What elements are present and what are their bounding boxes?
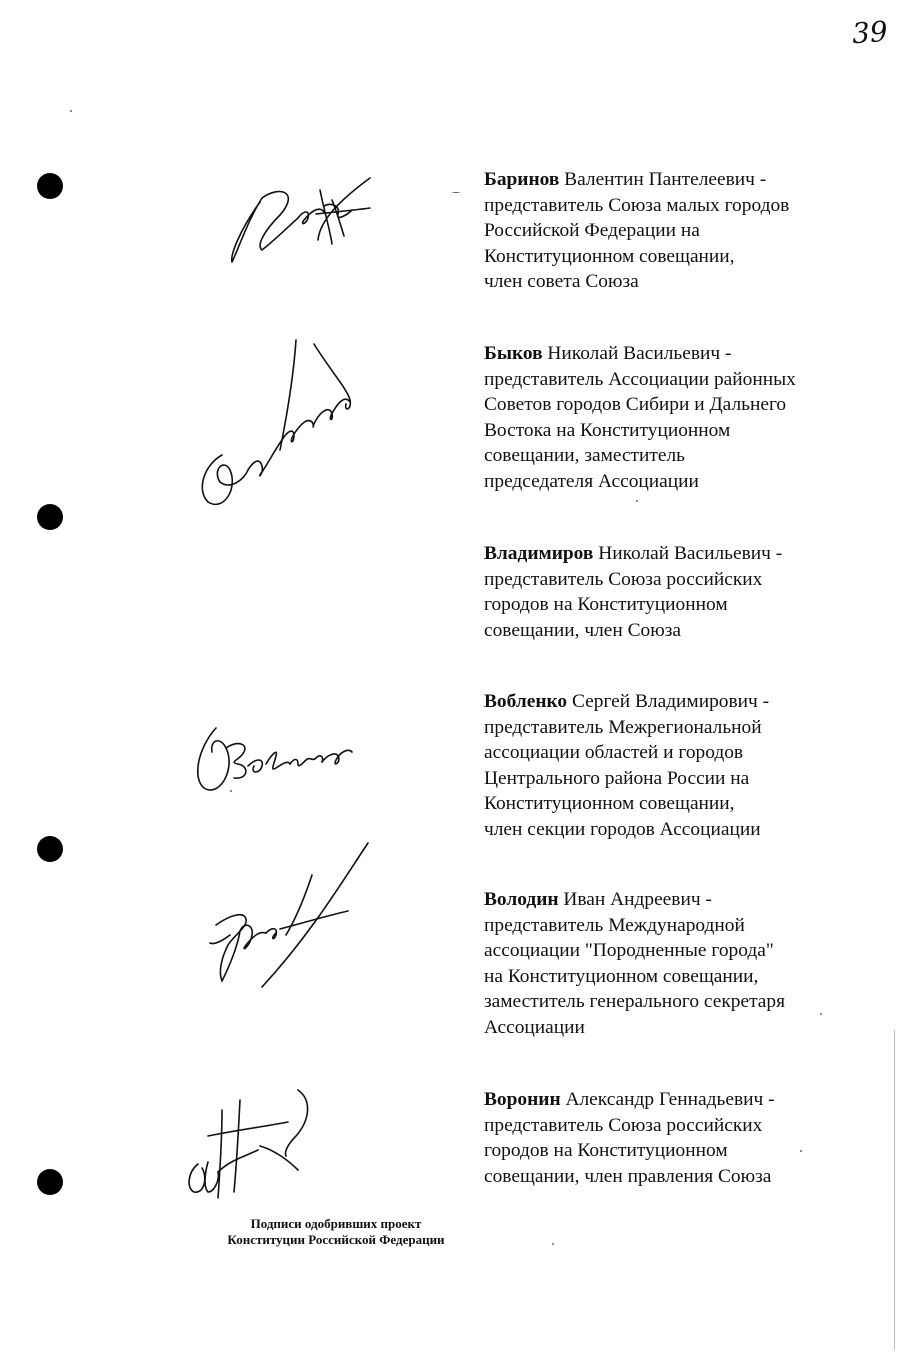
scan-speck <box>636 500 638 502</box>
caption-line-2: Конституции Российской Федерации <box>227 1232 445 1247</box>
entry-heading-line <box>484 689 864 715</box>
punch-hole-3 <box>37 836 63 862</box>
entry-text-line: заместитель генерального секретаря <box>484 991 785 1013</box>
signatory-name-rest: Александр Геннадьевич - <box>560 1089 775 1110</box>
caption <box>186 1216 486 1248</box>
page-number: 39 <box>850 14 889 51</box>
signature-voronin <box>178 1080 328 1200</box>
punch-hole-2 <box>37 504 63 530</box>
entry-text-line: член секции городов Ассоциации <box>484 818 761 840</box>
signature-barinov <box>220 170 390 270</box>
entry-text-line: ассоциации областей и городов <box>484 742 744 764</box>
scan-speck <box>70 110 72 112</box>
signatory-surname: Володин <box>484 889 559 910</box>
signatory-entry-bykov <box>484 341 864 495</box>
caption-line-1: Подписи одобривших проект <box>250 1216 422 1231</box>
entry-text-line: член совета Союза <box>484 271 639 293</box>
signatory-surname: Вобленко <box>484 691 568 712</box>
entry-text-line: Конституционном совещании, <box>484 245 735 267</box>
signatory-entry-vоblenko <box>484 689 864 843</box>
entry-text-line: городов на Конституционном <box>484 1140 728 1162</box>
entry-text-line: представитель Союза российских <box>484 1114 763 1136</box>
entry-text-line: Советов городов Сибири и Дальнего <box>484 394 787 416</box>
punch-hole-4 <box>37 1169 63 1195</box>
signatory-entry-voronin <box>484 1087 864 1189</box>
entry-text-line: председателя Ассоциации <box>484 470 699 492</box>
scan-speck <box>552 1243 554 1245</box>
entry-heading-line <box>484 1087 864 1113</box>
entry-heading-line <box>484 341 864 367</box>
signatory-surname: Быков <box>484 343 543 364</box>
signatory-surname: Баринов <box>484 169 560 190</box>
signatory-surname: Воронин <box>484 1089 561 1110</box>
entry-text-line: Ассоциации <box>484 1016 585 1038</box>
entry-text-line: совещании, заместитель <box>484 445 685 467</box>
entry-text-line: представитель Союза малых городов <box>484 194 790 216</box>
entry-text-line: представитель Межрегиональной <box>484 716 762 738</box>
entry-heading-line <box>484 887 864 913</box>
signatory-name-rest: Иван Андреевич - <box>558 889 712 910</box>
entry-text-line: представитель Союза российских <box>484 568 763 590</box>
entry-text-line: городов на Конституционном <box>484 594 728 616</box>
entry-text-line: представитель Ассоциации районных <box>484 368 796 390</box>
signatory-surname: Владимиров <box>484 543 594 564</box>
entry-text-line: Российской Федерации на <box>484 220 700 242</box>
entry-text-line: совещании, член Союза <box>484 619 681 641</box>
signatory-name-rest: Николай Васильевич - <box>593 543 783 564</box>
signature-voblenko <box>186 718 366 798</box>
signatory-name-rest: Николай Васильевич - <box>542 343 732 364</box>
entry-text-line: совещании, член правления Союза <box>484 1165 772 1187</box>
entry-text-line: Конституционном совещании, <box>484 793 735 815</box>
entry-heading-line <box>484 541 864 567</box>
scan-speck <box>452 192 460 193</box>
entry-text-line: ассоциации "Породненные города" <box>484 940 774 962</box>
entry-text-line: представитель Международной <box>484 914 745 936</box>
signatory-entry-barinov <box>484 167 864 295</box>
entry-text-line: на Конституционном совещании, <box>484 965 759 987</box>
signatory-name-rest: Валентин Пантелеевич - <box>559 169 767 190</box>
entry-heading-line <box>484 167 864 193</box>
signatory-entry-volodin <box>484 887 864 1041</box>
entry-text-line: Центрального района России на <box>484 767 750 789</box>
signature-volodin <box>200 835 380 995</box>
signature-bykov <box>190 330 370 520</box>
punch-hole-1 <box>37 173 63 199</box>
entry-text-line: Востока на Конституционном <box>484 419 731 441</box>
signatory-name-rest: Сергей Владимирович - <box>567 691 770 712</box>
signatory-entry-vladimirov <box>484 541 864 643</box>
scan-edge-shadow <box>894 1030 895 1350</box>
